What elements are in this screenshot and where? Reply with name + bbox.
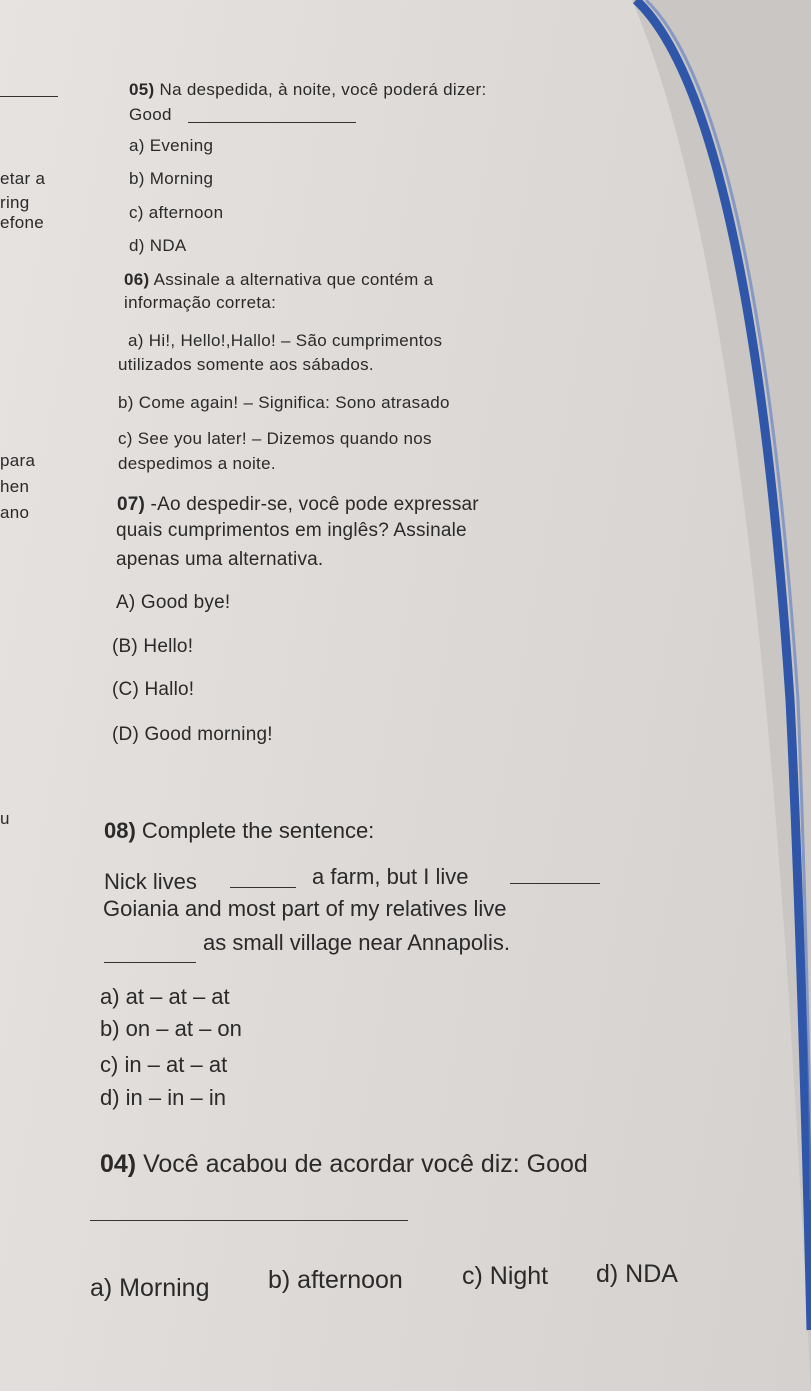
question-text: -Ao despedir-se, você pode expressar [150,494,479,515]
question-08 [104,818,374,844]
question-07 [117,494,479,516]
question-text: informação correta: [124,293,277,312]
q08-sentence: Nick lives [104,869,197,894]
q08-sentence: a farm, but I live [312,864,469,889]
q08-option: d) in – in – in [100,1085,226,1110]
q07-option: (B) Hello! [112,636,194,657]
q08-sentence: as small village near Annapolis. [203,930,510,955]
answer-blank [0,96,58,97]
q05-option: c) afternoon [129,203,224,222]
left-fragment: efone [0,213,45,232]
q07-option: (D) Good morning! [112,724,273,745]
answer-blank [230,887,296,888]
question-04 [100,1150,588,1179]
question-text: quais cumprimentos em inglês? Assinale [116,520,467,541]
q08-option: c) in – at – at [100,1052,228,1077]
answer-blank [188,122,356,123]
q08-option: b) on – at – on [100,1016,242,1041]
q04-option: b) afternoon [268,1266,403,1294]
q04-option: c) Night [462,1262,549,1290]
q07-option: (C) Hallo! [112,679,195,700]
q07-option: A) Good bye! [116,592,231,613]
left-fragment: para [0,451,36,470]
question-number: 07) [117,494,146,515]
q06-option: a) Hi!, Hello!,Hallo! – São cumprimentos [128,331,443,350]
q05-option: a) Evening [129,136,214,155]
answer-blank [510,883,600,884]
question-number: 06) [124,270,150,289]
q05-prompt: Good [129,105,172,124]
left-fragment: ano [0,503,30,522]
q06-option: utilizados somente aos sábados. [118,355,374,374]
question-number: 05) [129,80,155,99]
question-text: Você acabou de acordar você diz: Good [143,1150,588,1178]
q04-option: d) NDA [596,1260,678,1288]
question-text: Assinale a alternativa que contém a [153,270,434,289]
answer-blank [90,1220,408,1221]
q06-option: despedimos a noite. [118,454,276,473]
q05-option: d) NDA [129,236,187,255]
left-fragment: ring [0,193,30,212]
question-text: Complete the sentence: [141,818,375,843]
answer-blank [104,962,196,963]
question-text: Na despedida, à noite, você poderá dizer: [159,80,487,99]
question-text: apenas uma alternativa. [116,549,324,570]
left-fragment: hen [0,477,30,496]
question-number: 08) [104,818,136,843]
left-fragment: u [0,809,10,828]
q08-option: a) at – at – at [100,984,230,1009]
q06-option: c) See you later! – Dizemos quando nos [118,429,432,448]
question-number: 04) [100,1150,137,1178]
q04-option: a) Morning [90,1274,210,1302]
left-fragment: etar a [0,169,46,188]
q08-sentence: Goiania and most part of my relatives live [103,896,507,921]
question-06 [124,270,433,290]
q06-option: b) Come again! – Significa: Sono atrasado [118,393,450,412]
question-05 [129,80,487,100]
q05-option: b) Morning [129,169,214,188]
